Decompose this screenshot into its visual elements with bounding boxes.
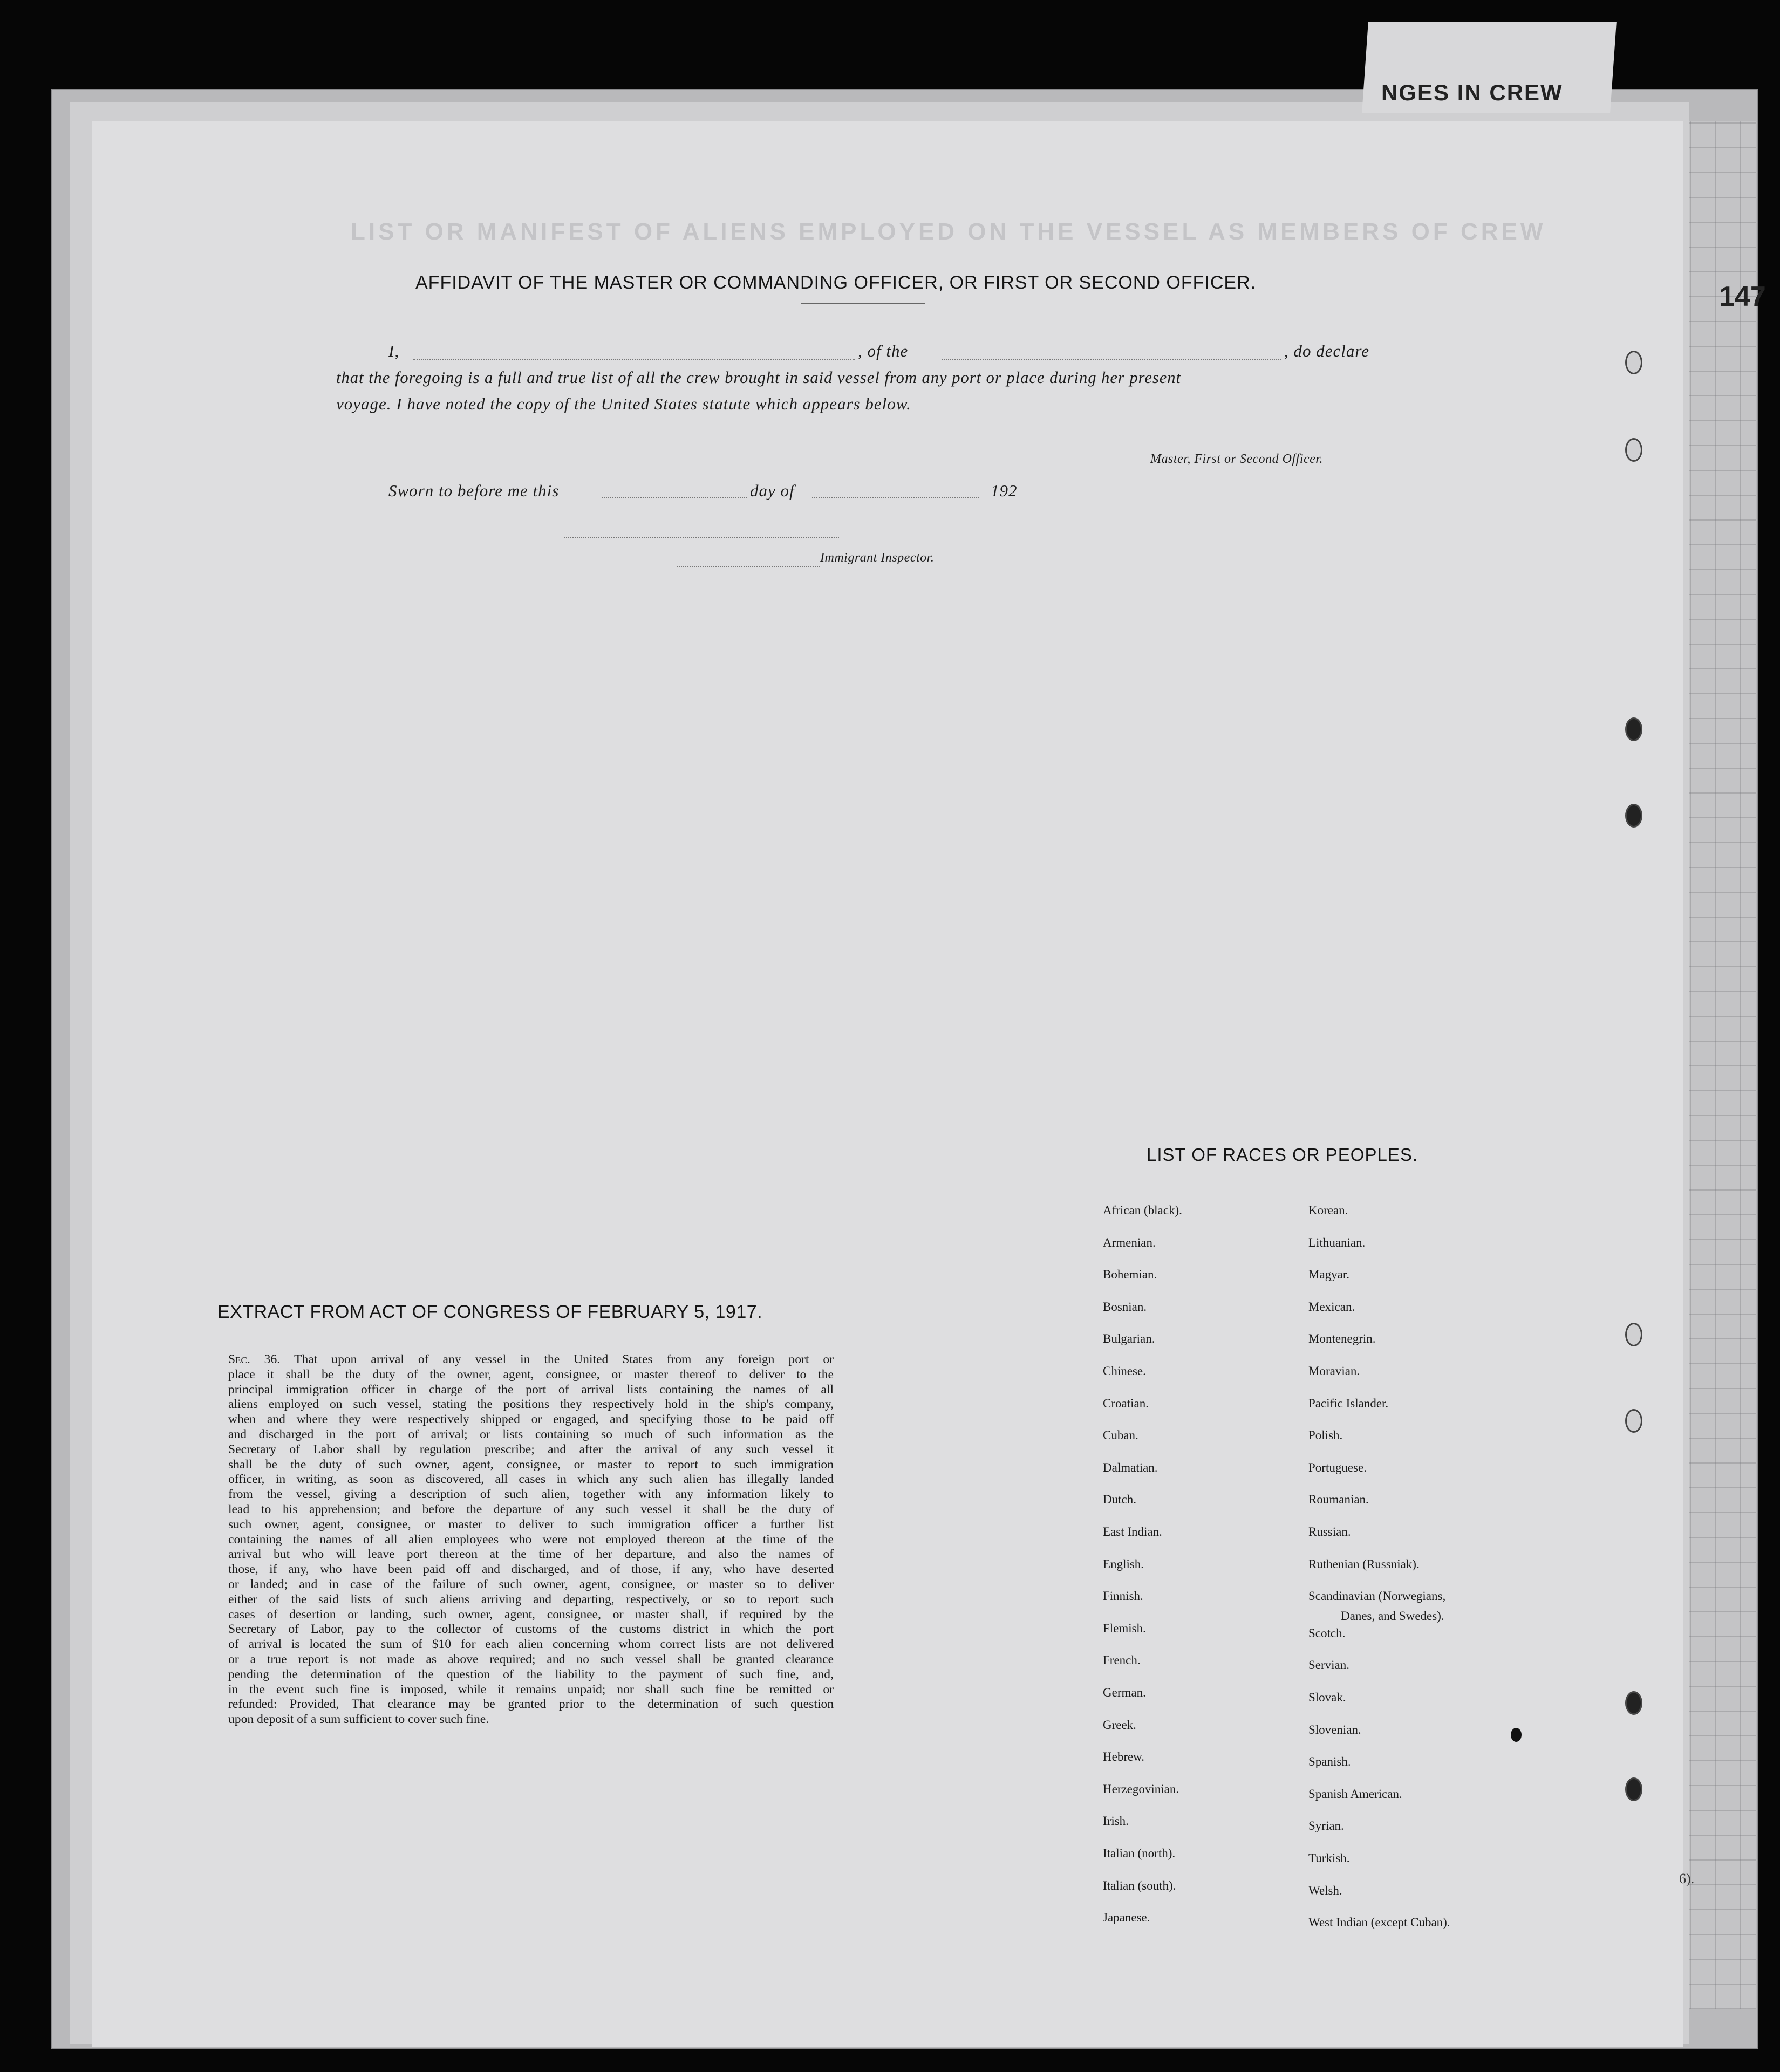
race-item: East Indian. xyxy=(1103,1525,1162,1538)
race-item: Korean. xyxy=(1308,1203,1348,1217)
year-prefix: 192 xyxy=(991,481,1018,500)
races-title: LIST OF RACES OR PEOPLES. xyxy=(1147,1145,1418,1165)
statute-line: aliens employed on such vessel, stating the positions they respectively hold in the ship's company, xyxy=(228,1397,834,1412)
statute-line: or landed; and in case of the failure of such owner, agent, consignee, or master so to deliver xyxy=(228,1577,834,1591)
race-item: Mexican. xyxy=(1308,1300,1355,1314)
section-36-text xyxy=(228,1352,834,1727)
race-item: Japanese. xyxy=(1103,1911,1150,1925)
race-item: Scandinavian (Norwegians, xyxy=(1308,1589,1446,1603)
affidavit-i: I, xyxy=(388,341,400,360)
binder-hole-icon xyxy=(1625,1777,1642,1801)
tab-label: NGES IN CREW xyxy=(1381,80,1563,105)
race-item: Croatian. xyxy=(1103,1396,1149,1410)
race-item: Danes, and Swedes). xyxy=(1341,1609,1444,1623)
race-item: Finnish. xyxy=(1103,1589,1143,1603)
race-item: Bosnian. xyxy=(1103,1300,1147,1314)
statute-line: upon deposit of a sum sufficient to cover such fine. xyxy=(228,1712,489,1727)
bleed-through-heading: LIST OR MANIFEST OF ALIENS EMPLOYED ON THE VESSEL AS MEMBERS OF CREW xyxy=(351,218,1546,245)
statute-line: such owner, agent, consignee, or master to deliver to such immigration officer a further list xyxy=(228,1517,834,1531)
vessel-blank xyxy=(942,359,1281,360)
form-number-fragment: 6). xyxy=(1679,1871,1695,1886)
name-blank xyxy=(413,359,855,360)
race-item: Chinese. xyxy=(1103,1364,1146,1378)
inspector-name-blank xyxy=(677,566,820,567)
statute-line: principal immigration officer in charge of the port of arrival lists containing the names of all xyxy=(228,1382,834,1397)
statute-line: from the vessel, giving a description of such alien, together with any information likely to xyxy=(228,1487,834,1502)
binder-hole-icon xyxy=(1625,1691,1642,1715)
race-item: Irish. xyxy=(1103,1814,1129,1828)
statute-line: refunded: Provided, That clearance may be granted prior to the determination of such question xyxy=(228,1697,834,1712)
binder-hole-icon xyxy=(1625,438,1642,462)
statute-line: when and where they were respectively shipped or engaged, and specifying those to be paid off xyxy=(228,1412,834,1427)
race-item: Herzegovinian. xyxy=(1103,1782,1179,1796)
statute-line: of arrival is located the sum of $10 for each alien concerning whom correct lists are not delivered xyxy=(228,1637,834,1652)
title-underline xyxy=(801,303,925,304)
race-item: Polish. xyxy=(1308,1428,1343,1442)
race-item: Moravian. xyxy=(1308,1364,1360,1378)
race-item: Turkish. xyxy=(1308,1851,1350,1865)
race-item: Montenegrin. xyxy=(1308,1332,1376,1346)
statute-line: Secretary of Labor, pay to the collector of customs of the customs district in which the port xyxy=(228,1622,834,1637)
binder-hole-icon xyxy=(1625,717,1642,741)
statute-line: in the event such fine is imposed, while it remains unpaid; nor shall such fine be remitted or xyxy=(228,1682,834,1697)
month-blank xyxy=(812,497,979,498)
race-item: Ruthenian (Russniak). xyxy=(1308,1557,1420,1571)
race-item: Scotch. xyxy=(1308,1626,1346,1640)
inspector-caption: Immigrant Inspector. xyxy=(820,551,935,565)
race-item: Greek. xyxy=(1103,1718,1136,1732)
race-item: Slovak. xyxy=(1308,1690,1346,1704)
race-item: Hebrew. xyxy=(1103,1750,1145,1764)
binder-hole-icon xyxy=(1625,351,1642,374)
statute-line: place it shall be the duty of the owner, agent, consignee, or master thereof to deliver to the xyxy=(228,1367,834,1382)
race-item: Roumanian. xyxy=(1308,1493,1369,1507)
statute-line: those, if any, who have been paid off and discharged, and of those, if any, who have deserted xyxy=(228,1562,834,1577)
binder-hole-icon xyxy=(1625,1323,1642,1346)
race-item: Servian. xyxy=(1308,1658,1350,1672)
day-blank xyxy=(602,497,747,498)
race-item: Magyar. xyxy=(1308,1268,1350,1282)
statute-line: either of the said lists of such aliens arriving and departing, respectively, or so to report such xyxy=(228,1592,834,1606)
race-item: Dutch. xyxy=(1103,1493,1136,1507)
statute-line: and discharged in the port of arrival; or lists containing so much of such information as the xyxy=(228,1427,834,1441)
section-label: Sec. 36. xyxy=(228,1352,295,1366)
race-item: Bohemian. xyxy=(1103,1268,1157,1282)
ink-smudge xyxy=(1511,1728,1522,1742)
statute-line: lead to his apprehension; and before the departure of any such vessel it shall be the duty of xyxy=(228,1502,834,1516)
statute-line: shall be the duty of such owner, agent, consignee, or master to report to such immigration xyxy=(228,1457,834,1472)
statute-line: cases of desertion or landing, such owner, agent, consignee, or master shall, if required by the xyxy=(228,1607,834,1622)
race-item: Bulgarian. xyxy=(1103,1332,1155,1346)
race-item: Syrian. xyxy=(1308,1819,1344,1833)
affidavit-line-3: voyage. I have noted the copy of the United States statute which appears below. xyxy=(336,394,911,413)
race-item: English. xyxy=(1103,1557,1144,1571)
race-item: Spanish. xyxy=(1308,1755,1351,1769)
statute-line: containing the names of all alien employees who were not employed thereon at the time of the xyxy=(228,1532,834,1547)
race-item: Spanish American. xyxy=(1308,1787,1402,1801)
race-item: West Indian (except Cuban). xyxy=(1308,1916,1450,1930)
day-of: day of xyxy=(750,481,795,500)
race-item: French. xyxy=(1103,1653,1141,1667)
race-item: African (black). xyxy=(1103,1203,1182,1217)
statute-line: Sec. 36. That upon arrival of any vessel in the United States from any foreign port or xyxy=(228,1352,834,1366)
binder-hole-icon xyxy=(1625,1409,1642,1433)
officer-caption: Master, First or Second Officer. xyxy=(1150,452,1323,466)
inspector-signature-blank xyxy=(564,537,839,538)
race-item: Italian (south). xyxy=(1103,1878,1176,1892)
race-item: Slovenian. xyxy=(1308,1722,1361,1736)
affidavit-of-the: , of the xyxy=(858,341,909,360)
race-item: German. xyxy=(1103,1686,1146,1699)
race-item: Russian. xyxy=(1308,1525,1351,1538)
affidavit-line-2: that the foregoing is a full and true list of all the crew brought in said vessel from any port or place during her present xyxy=(336,368,1182,387)
race-item: Cuban. xyxy=(1103,1428,1138,1442)
statute-line: pending the determination of the question of the liability to the payment of such fine, and, xyxy=(228,1667,834,1681)
race-item: Portuguese. xyxy=(1308,1460,1367,1474)
sworn-text: Sworn to before me this xyxy=(388,481,560,500)
statute-line: officer, in writing, as soon as discovered, all cases in which any such alien has illegally landed xyxy=(228,1472,834,1487)
statute-line: Secretary of Labor shall by regulation prescribe; and after the arrival of any such vessel it xyxy=(228,1442,834,1456)
page-number: 147 xyxy=(1719,281,1766,312)
affidavit-title: AFFIDAVIT OF THE MASTER OR COMMANDING OFFICER, OR FIRST OR SECOND OFFICER. xyxy=(415,272,1257,293)
affidavit-declare: , do declare xyxy=(1284,341,1370,360)
binder-hole-icon xyxy=(1625,804,1642,828)
race-item: Welsh. xyxy=(1308,1883,1342,1897)
race-item: Lithuanian. xyxy=(1308,1235,1366,1249)
race-item: Dalmatian. xyxy=(1103,1460,1158,1474)
race-item: Italian (north). xyxy=(1103,1847,1176,1860)
race-item: Armenian. xyxy=(1103,1235,1156,1249)
race-item: Flemish. xyxy=(1103,1621,1146,1635)
statute-line: arrival but who will leave port thereon at the time of her departure, and also the names of xyxy=(228,1547,834,1562)
race-item: Pacific Islander. xyxy=(1308,1396,1389,1410)
statute-line: or a true report is not made as above required; and no such vessel shall be granted clearance xyxy=(228,1652,834,1666)
extract-title: EXTRACT FROM ACT OF CONGRESS OF FEBRUARY 5, 1917. xyxy=(217,1302,763,1322)
